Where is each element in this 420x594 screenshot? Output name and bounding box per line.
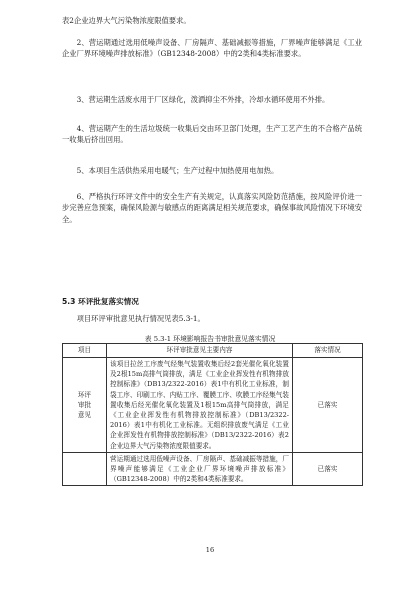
opinion-cell-air: 该项目拉丝工序废气经集气装置收集后经2套光催化氧化装置及2根15m高排气筒排放，满足《工业企业挥发性有机物排放控制标准》（DB13/2322-2016）表1中有机化工业标准，制袋工序、印刷工序、内贴工序、覆膜工序、吹膜工序经集气装置收集后经光催化氧化装置及1根15m高排气筒排放，满足《工业企业挥发性有机物排放控制标准》（DB13/2322-2016）表1中有机化工业标准。无组织排放废气满足《工业企业挥发性有机物排放控制标准》（DB13/2322-2016）表2企业边界大气污染物浓度限值要求。 xyxy=(107,358,293,453)
table-caption: 表 5.3-1 环境影响报告书审批意见落实情况 xyxy=(144,335,276,343)
opinion-cell-noise: 营运期通过选用低噪声设备、厂房隔声、基础减振等措施，厂界噪声能够满足《工业企业厂界环境噪声排放标准》（GB12348-2008）中的2类和4类标准要求。 xyxy=(107,452,293,486)
paragraph-solid-waste: 4、营运期产生的生活垃圾统一收集后交由环卫部门处理，生产工艺产生的不合格产品统一收集后挤出回用。 xyxy=(62,124,362,145)
table-header-row xyxy=(63,344,363,358)
header-opinion: 环评审批意见主要内容 xyxy=(107,344,293,358)
section-heading: 5.3 环评批复落实情况 xyxy=(62,297,139,306)
status-cell-air: 已落实 xyxy=(293,358,363,453)
section-intro: 项目环评审批意见执行情况见表5.3-1。 xyxy=(76,314,205,323)
paragraph-air-limit: 表2企业边界大气污染物浓度限值要求。 xyxy=(62,16,191,25)
paragraph-risk: 6、严格执行环评文件中的安全生产有关规定，认真落实风险防范措施，按风险评价进一步完善应急预案，确保风险源与敏感点的距离满足相关规范要求，确保事故风险情况下环境安全。 xyxy=(62,192,362,224)
table-row xyxy=(63,452,363,486)
category-cell xyxy=(63,358,107,453)
paragraph-noise: 2、营运期通过选用低噪声设备、厂房隔声、基础减振等措施，厂界噪声能够满足《工业企业厂界环境噪声排放标准》（GB12348-2008）中的2类和4类标准要求。 xyxy=(62,38,362,59)
table-row xyxy=(63,358,363,453)
category-cell-continued xyxy=(63,452,107,486)
category-label-line1: 环评 xyxy=(77,390,92,399)
status-cell-noise: 已落实 xyxy=(293,452,363,486)
review-opinion-table xyxy=(62,343,363,486)
paragraph-wastewater: 3、营运期生活废水用于厂区绿化，泼洒抑尘不外排，冷却水循环使用不外排。 xyxy=(76,95,330,104)
header-item: 项目 xyxy=(63,344,107,358)
category-label-line3: 意见 xyxy=(77,411,92,420)
header-status: 落实情况 xyxy=(293,344,363,358)
category-label-line2: 审批 xyxy=(77,400,92,409)
paragraph-heating: 5、本项目生活供热采用电暖气；生产过程中加热使用电加热。 xyxy=(76,166,279,175)
page-number: 16 xyxy=(205,546,215,554)
